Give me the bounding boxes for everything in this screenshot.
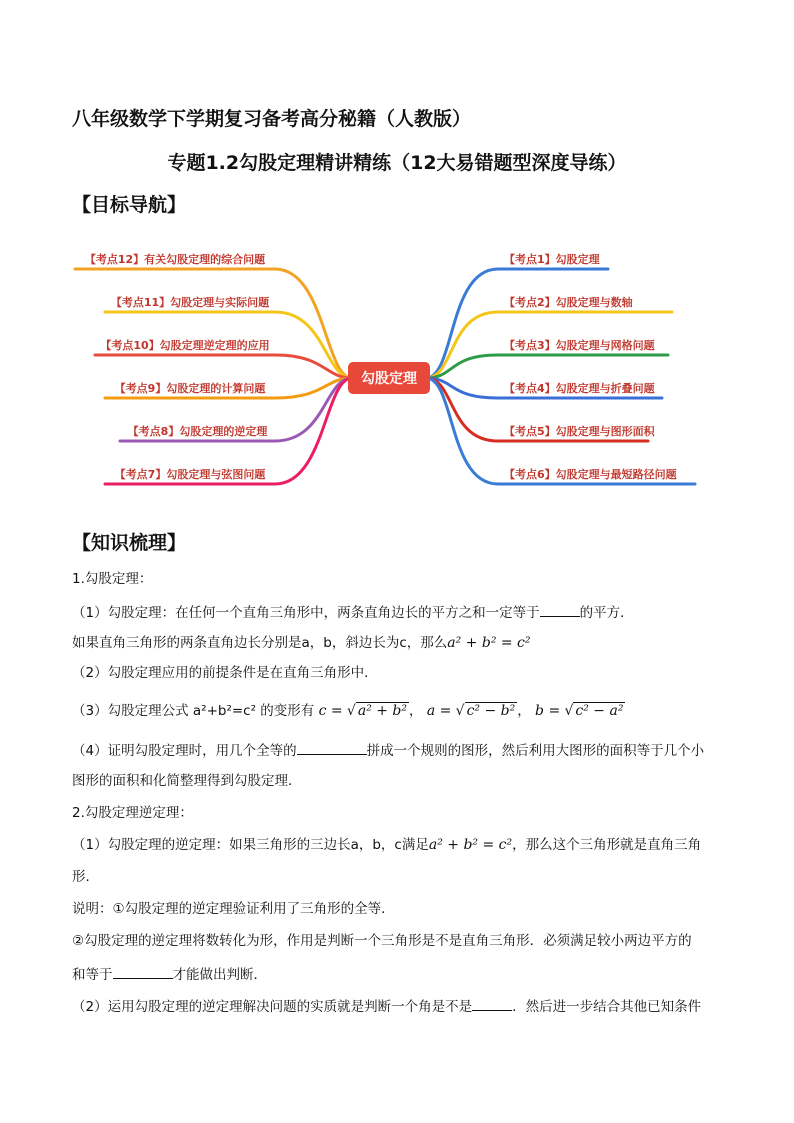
s2-p4-text-a: （2）运用勾股定理的逆定理解决问题的实质就是判断一个角是不是 [72,999,473,1015]
mindmap-topic-right: 【考点3】勾股定理与网格问题 [504,339,655,352]
s2-p1-text-b: ，那么这个三角形就是直角三角 [512,837,702,853]
blank-4 [472,996,512,1011]
formula-c-eq: c = [318,703,343,719]
mindmap-topic-right: 【考点4】勾股定理与折叠问题 [504,382,655,395]
s1-p1-text-b: 的平方． [579,605,634,621]
s1-p2-text: 如果直角三角形的两条直角边长分别是a，b，斜边长为c，那么 [72,635,448,651]
mindmap-topic-right: 【考点5】勾股定理与图形面积 [504,425,655,438]
mindmap-topic-right: 【考点2】勾股定理与数轴 [504,296,633,309]
s2-title: 2.勾股定理逆定理： [72,805,193,821]
radical-sign: √ [346,703,356,719]
s2-p4-text-b: ．然后进一步结合其他已知条件 [512,999,702,1015]
s1-paragraph-2 [72,634,531,652]
s2-paragraph-3: ②勾股定理的逆定理将数转化为形，作用是判断一个三角形是不是直角三角形．必须满足较小两边平方的 [72,933,692,949]
mindmap-center-label: 勾股定理 [361,371,417,387]
s2-paragraph-1-cont: 形． [72,869,99,885]
mindmap [0,230,794,500]
s1-title: 1.勾股定理： [72,571,153,587]
mindmap-branch-right [426,269,608,378]
document-subtitle: 专题1.2勾股定理精讲精练（12大易错题型深度导练） [167,152,627,174]
document-title: 八年级数学下学期复习备考高分秘籍（人教版） [72,108,472,130]
formula-b-eq: b = [535,703,561,719]
separator-1: ， [409,703,423,719]
s2-paragraph-3-cont [72,964,267,984]
radical-sign: √ [455,703,465,719]
s1-p5-text-a: （4）证明勾股定理时，用几个全等的 [72,743,297,759]
s2-paragraph-2: 说明：①勾股定理的逆定理验证利用了三角形的全等． [72,901,395,917]
formula-a-radicand: c² − b² [466,703,516,719]
mindmap-topic-left: 【考点7】勾股定理与弦图问题 [114,468,266,481]
separator-2: ， [517,703,531,719]
s1-paragraph-1 [72,602,634,622]
mindmap-topic-left: 【考点10】勾股定理逆定理的应用 [100,339,270,352]
section-goal-heading: 【目标导航】 [72,194,187,216]
formula-a-eq: a = [426,703,452,719]
s2-p1-text-a: （1）勾股定理的逆定理：如果三角形的三边长a，b，c满足 [72,837,429,853]
mindmap-topic-right: 【考点1】勾股定理 [504,253,600,266]
section-knowledge-heading: 【知识梳理】 [72,532,187,554]
pythag-formula-2: a² + b² = c² [428,837,513,853]
blank-3 [113,964,173,979]
s1-paragraph-5 [72,740,704,760]
s2-paragraph-4 [72,996,701,1016]
s1-p5-text-b: 拼成一个规则的图形，然后利用大图形的面积等于几个小 [366,743,705,759]
formula-b-radicand: c² − a² [575,703,624,719]
blank-1 [540,602,580,617]
mindmap-topic-left: 【考点11】勾股定理与实际问题 [110,296,270,309]
mindmap-topic-left: 【考点8】勾股定理的逆定理 [127,425,268,438]
s1-paragraph-3: （2）勾股定理应用的前提条件是在直角三角形中． [72,665,378,681]
pythag-formula: a² + b² = c² [447,635,531,651]
s2-paragraph-1 [72,836,701,854]
s1-p4-text: （3）勾股定理公式 a²+b²=c² 的变形有 [72,703,315,719]
s2-p3-text-b: 和等于 [72,967,113,983]
s1-paragraph-5-cont: 图形的面积和化简整理得到勾股定理． [72,773,302,789]
formula-c-radicand: a² + b² [357,703,408,719]
mindmap-branch-left [95,355,352,378]
s2-p3-text-c: 才能做出判断． [172,967,267,983]
mindmap-topic-left: 【考点9】勾股定理的计算问题 [114,382,266,395]
blank-2 [297,740,367,755]
radical-sign: √ [564,703,574,719]
mindmap-branch-right [426,355,668,378]
s1-paragraph-4 [72,702,625,720]
mindmap-topic-right: 【考点6】勾股定理与最短路径问题 [504,468,677,481]
mindmap-topic-left: 【考点12】有关勾股定理的综合问题 [84,253,266,266]
s1-p1-text-a: （1）勾股定理：在任何一个直角三角形中，两条直角边长的平方之和一定等于 [72,605,540,621]
